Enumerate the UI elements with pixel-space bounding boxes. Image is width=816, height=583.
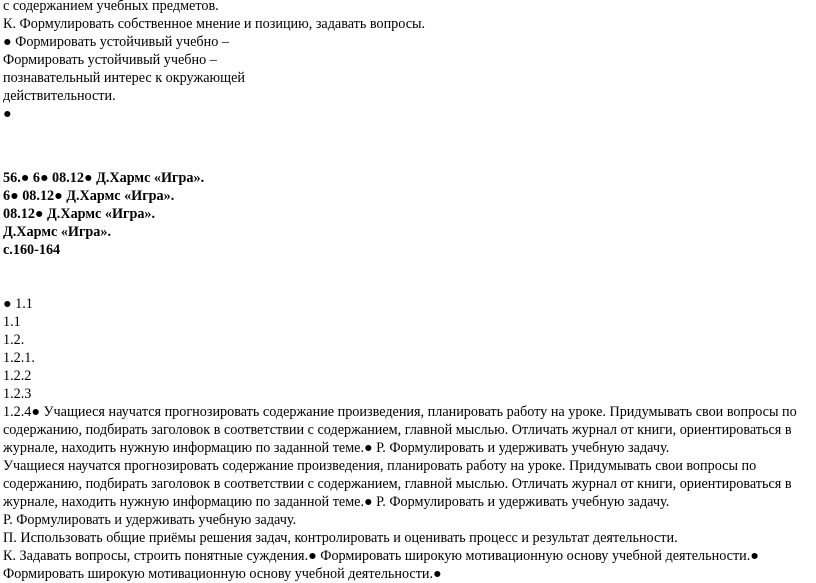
lesson-heading: 6● 08.12● Д.Хармс «Игра». [3, 188, 175, 204]
numbered-line: 1.2. [3, 332, 25, 348]
lesson-heading: Д.Хармс «Игра». [3, 224, 112, 240]
spacer [3, 259, 811, 295]
lesson-heading: 08.12● Д.Хармс «Игра». [3, 206, 156, 222]
page-range: с.160-164 [3, 242, 61, 258]
text-line: К. Формулировать собственное мнение и позицию, задавать вопросы. [3, 16, 426, 32]
numbered-line: 1.1 [3, 314, 21, 330]
numbered-line: ● 1.1 [3, 296, 33, 312]
bullet-line: ● [3, 106, 12, 122]
spacer [3, 123, 811, 169]
lesson-heading: 56.● 6● 08.12● Д.Хармс «Игра». [3, 170, 205, 186]
bullet-line: ● Формировать устойчивый учебно – [3, 34, 229, 50]
numbered-line: 1.2.1. [3, 350, 35, 366]
paragraph: 1.2.4● Учащиеся научатся прогнозировать содержание произведения, планировать работу на уроке. Придумывать свои вопросы по содержанию, подбирать заголовок в соответствии с содержанием, главной мыслью. Отличать журнал от книги, ориентироваться в журнале, находить нужную информацию по заданной теме.● Р. Формулировать и удерживать учебную задачу. [3, 404, 797, 456]
text-line: с содержанием учебных предметов. [3, 0, 219, 14]
paragraph: Формировать широкую мотивационную основу учебной деятельности.● [3, 566, 442, 582]
numbered-line: 1.2.2 [3, 368, 32, 384]
document-body [3, 0, 811, 583]
numbered-line: 1.2.3 [3, 386, 32, 402]
paragraph: К. Задавать вопросы, строить понятные суждения.● Формировать широкую мотивационную основу учебной деятельности.● [3, 548, 759, 564]
paragraph: Р. Формулировать и удерживать учебную задачу. [3, 512, 297, 528]
paragraph: Учащиеся научатся прогнозировать содержание произведения, планировать работу на уроке. Придумывать свои вопросы по содержанию, подбирать заголовок в соответствии с содержанием, главной мыслью. Отличать журнал от книги, ориентироваться в журнале, находить нужную информацию по заданной теме.● Р. Формулировать и удерживать учебную задачу. [3, 458, 792, 510]
text-line: действительности. [3, 88, 116, 104]
paragraph: П. Использовать общие приёмы решения задач, контролировать и оценивать процесс и результат деятельности. [3, 530, 678, 546]
text-line: познавательный интерес к окружающей [3, 70, 245, 86]
text-line: Формировать устойчивый учебно – [3, 52, 217, 68]
